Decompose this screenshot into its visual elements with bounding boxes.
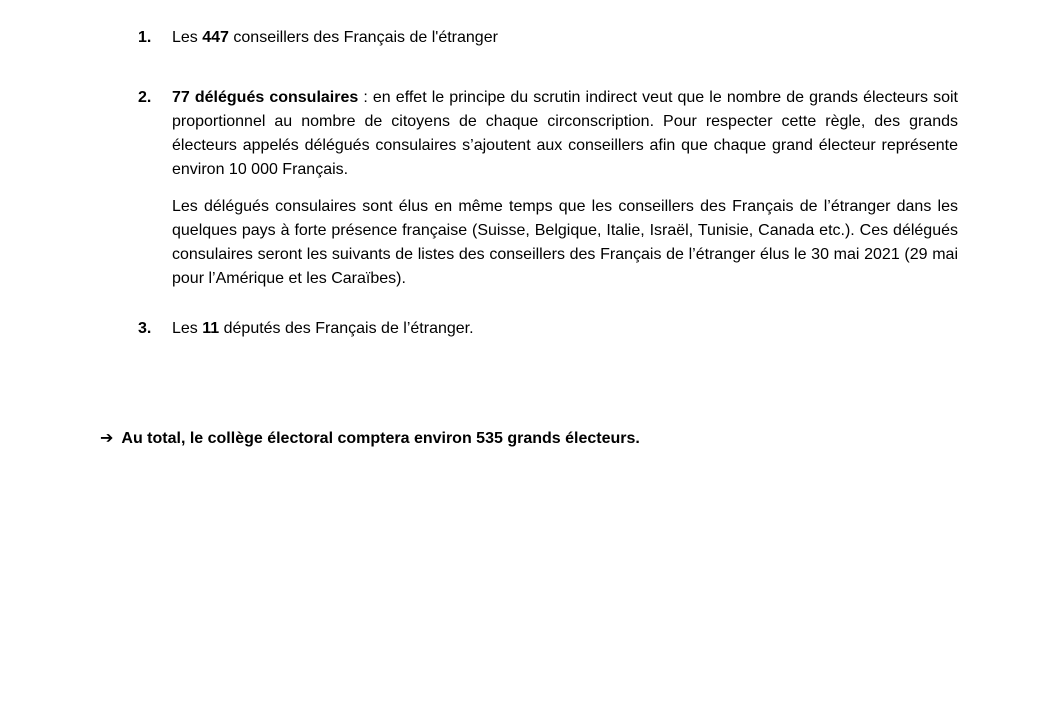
arrow-right-icon: ➔	[100, 430, 114, 447]
list-item-2-number: 2.	[138, 89, 152, 106]
text-segment: : en effet le principe du scrutin indirect veut que le nombre de grands électeurs soit proportionnel au nombre de citoyens de chaque circonscription. Pour respecter cette règle, des grands électeurs appelés délégués consulaires s’ajoutent aux conseillers afin que chaque grand électeur représente environ 10 000 Français.	[172, 89, 959, 178]
list-item-3	[138, 317, 958, 341]
list-item-1	[138, 26, 958, 50]
text-segment: Les	[172, 29, 203, 46]
list-item-2	[138, 86, 958, 291]
list-item-3-number: 3.	[138, 320, 152, 337]
list-item-2-body	[172, 86, 958, 291]
text-segment: conseillers des Français de l'étranger	[228, 29, 498, 46]
text-segment-bold: 77 délégués consulaires	[172, 89, 359, 106]
list-item-2-paragraph-1	[172, 86, 958, 182]
list-item-2-paragraph-2	[172, 195, 958, 291]
text-segment: députés des Français de l’étranger.	[219, 320, 474, 337]
list-item-1-body	[172, 26, 958, 50]
text-segment: Les	[172, 320, 203, 337]
list-item-1-paragraph	[172, 26, 958, 50]
text-segment: Les délégués consulaires sont élus en même temps que les conseillers des Français de l’étranger dans les quelques pays à forte présence française (Suisse, Belgique, Italie, Israël, Tunisie, Canada etc.). Ces délégués consulaires seront les suivants de listes des conseillers des Français de l’étranger élus le 30 mai 2021 (29 mai pour l’Amérique et les Caraïbes).	[172, 198, 958, 287]
text-segment-bold: 11	[202, 320, 220, 337]
text-segment-bold: 447	[202, 29, 229, 46]
conclusion-line	[100, 427, 958, 451]
conclusion-text: Au total, le collège électoral comptera environ 535 grands électeurs.	[121, 430, 640, 447]
list-item-1-number: 1.	[138, 29, 152, 46]
list-item-3-body	[172, 317, 958, 341]
list-item-3-paragraph	[172, 317, 958, 341]
